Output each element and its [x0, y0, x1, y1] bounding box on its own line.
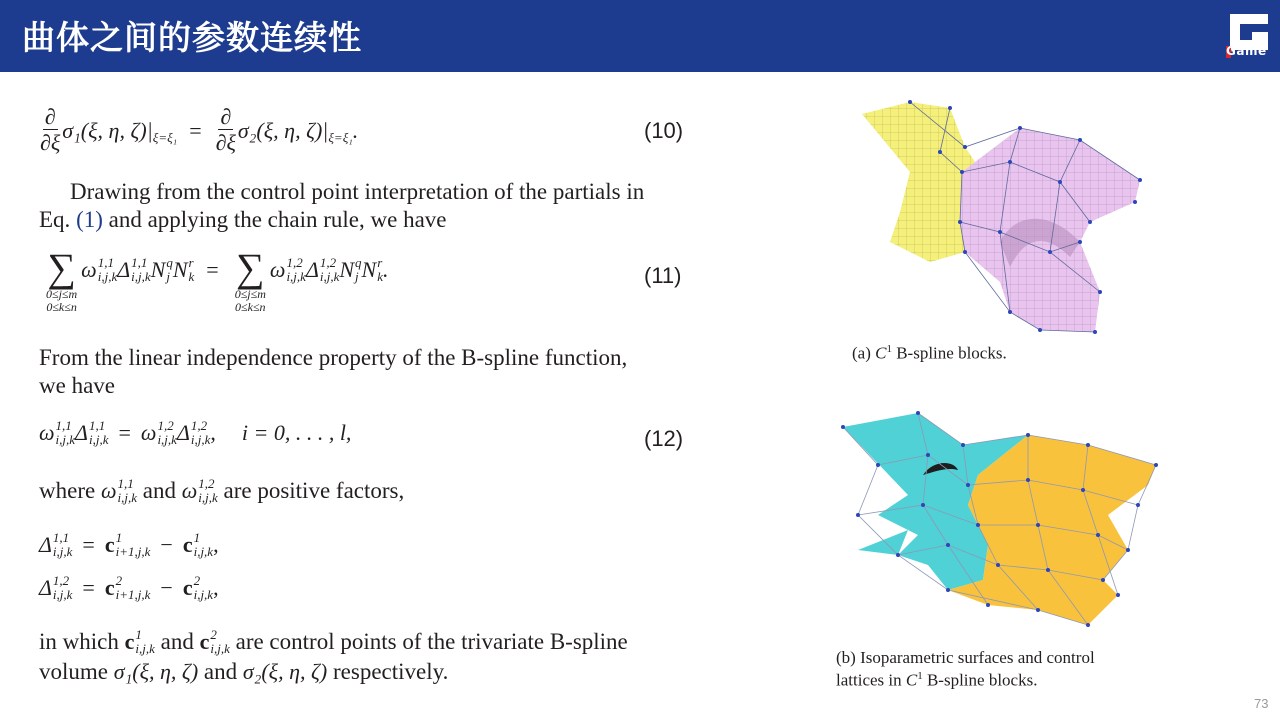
text-fragment: and [154, 628, 200, 654]
sub: i,j,k [319, 268, 340, 284]
text-fragment: 1 [917, 670, 923, 682]
delta-indices [320, 256, 340, 283]
text-fragment: C [875, 343, 887, 363]
omega-symbol: ω [39, 419, 55, 445]
sigma-symbol: ∑ [47, 245, 76, 290]
delta-indices [53, 574, 73, 601]
omega-indices [117, 477, 137, 504]
c-indices [210, 628, 230, 655]
sup: 2 [115, 573, 123, 588]
sup: 1,1 [131, 255, 148, 270]
c-indices [135, 628, 155, 655]
eq10-rhs: σ₂(ξ, η, ζ)| [237, 118, 329, 143]
sub: i,j,k [286, 268, 306, 284]
sub: i,j,k [193, 543, 214, 559]
text-fragment: (a) [852, 343, 876, 363]
sup: 2 [193, 573, 201, 588]
equation-number-10: (10) [644, 118, 684, 143]
nk-indices [189, 256, 195, 283]
sup: 1,2 [198, 476, 215, 491]
sum-limit-j: 0≤j≤m [234, 287, 266, 301]
sub: i,j,k [97, 268, 118, 284]
sub: j [355, 268, 359, 284]
figure-b-caption-line-1: (b) Isoparametric surfaces and control [836, 648, 1095, 667]
sup: 1,2 [157, 418, 174, 433]
omega-indices [198, 477, 218, 504]
partial-fraction-2 [216, 105, 236, 157]
page-number: 73 [1254, 696, 1269, 711]
c-indices [194, 531, 214, 558]
c-indices [116, 574, 151, 601]
sub: i,j,k [117, 489, 137, 505]
control-point-c: c [104, 574, 115, 600]
c-indices [116, 531, 151, 558]
eq11-period: . [383, 256, 389, 282]
equals-sign: = [189, 118, 202, 143]
text-fragment: volume [39, 659, 114, 684]
sub: i,j,k [52, 543, 73, 559]
sub: i,j,k [210, 640, 230, 656]
delta-symbol: Δ [176, 419, 190, 445]
sigma-symbol: ∑ [236, 245, 265, 290]
eq10-lhs: σ₁(ξ, η, ζ)| [62, 118, 153, 143]
sub: i,j,k [131, 268, 151, 284]
text-fragment: B-spline blocks. [922, 670, 1038, 690]
text-fragment: Eq. [39, 207, 77, 232]
equation-12: ω 1,1 i,j,k Δ 1,1 i,j,k = ω 1,2 i,j,k Δ 1,2 i,j,k , i = 0, . . . , l, [39, 418, 352, 447]
paragraph-2-line-1: From the linear independence property of the B-spline function, [39, 345, 628, 370]
basis-n: N [150, 256, 166, 282]
sup: 2 [210, 627, 217, 642]
omega-symbol: ω [81, 256, 97, 282]
text-fragment: and applying the chain rule, we have [102, 207, 447, 232]
sup: 1 [193, 530, 201, 545]
sub: k [377, 268, 384, 284]
omega-symbol: ω [269, 256, 286, 282]
sup: 1,1 [117, 476, 134, 491]
sup: 1,1 [55, 418, 72, 433]
equation-number-11: (11) [644, 263, 682, 288]
text-fragment: are control points of the trivariate B-spline [229, 628, 628, 654]
minus-sign: − [160, 531, 173, 557]
sub: i,j,k [190, 431, 211, 447]
sup: 1,1 [52, 530, 70, 545]
sub: i+1,j,k [115, 543, 151, 559]
sup: 1,2 [286, 255, 303, 270]
omega-indices [286, 256, 306, 283]
sigma-2-expression: σ₂(ξ, η, ζ) [242, 659, 328, 684]
fraction-numerator: ∂ [220, 104, 232, 130]
eq12-index-range: i = 0, . . . , l, [241, 419, 352, 445]
omega-symbol: ω [100, 477, 117, 503]
omega-symbol: ω [181, 477, 198, 503]
figure-a-bspline-blocks [850, 92, 1150, 342]
comma: , [213, 574, 219, 600]
sub: i,j,k [88, 431, 109, 447]
equals-sign: = [206, 256, 219, 282]
delta-symbol: Δ [39, 574, 52, 600]
sup: 1 [115, 530, 123, 545]
basis-n: N [361, 256, 377, 282]
sub: i+1,j,k [115, 586, 151, 602]
text-fragment: are positive factors, [217, 477, 405, 503]
control-point-c: c [182, 574, 193, 600]
sup: 1,1 [88, 418, 106, 433]
paragraph-3-line-2 [39, 659, 448, 685]
delta-equation-1 [39, 531, 219, 558]
sup: q [166, 255, 173, 270]
control-point-c: c [124, 628, 135, 654]
eq10-period: . [352, 118, 359, 143]
sum-limit-k: 0≤k≤n [235, 299, 266, 314]
equation-number-12: (12) [644, 426, 684, 451]
summation-left [46, 245, 78, 314]
delta-symbol: Δ [305, 256, 319, 282]
delta-indices [131, 256, 151, 283]
slide-title: 曲体之间的参数连续性 [22, 18, 362, 57]
delta-equation-2 [39, 574, 219, 601]
sub: i,j,k [198, 489, 218, 505]
equation-10 [38, 96, 358, 166]
paragraph-1-line-1: Drawing from the control point interpretation of the partials in [70, 179, 645, 204]
eq11-right-term [270, 256, 389, 283]
delta-indices [53, 531, 73, 558]
basis-n: N [339, 256, 355, 282]
eq10-rhs-sub: ξ=ξ₁ [328, 130, 353, 145]
slide-header [0, 0, 1280, 72]
omega-indices [98, 256, 118, 283]
control-point-c: c [104, 531, 115, 557]
sub: i,j,k [193, 586, 214, 602]
text-fragment: respectively. [327, 659, 449, 684]
delta-symbol: Δ [117, 256, 131, 282]
c-indices [194, 574, 214, 601]
fraction-denominator: ∂ξ [215, 130, 236, 156]
text-fragment: C [905, 670, 918, 690]
sub: i,j,k [157, 431, 177, 447]
sup: r [188, 255, 194, 270]
eq10-lhs-sub: ξ=ξ₁ [152, 130, 178, 145]
comma: , [213, 531, 219, 557]
text-fragment: 1 [886, 343, 892, 355]
equals-sign: = [82, 574, 95, 600]
partial-fraction [40, 105, 60, 157]
sub: k [188, 268, 195, 284]
text-fragment: B-spline blocks. [891, 343, 1007, 363]
sup: 1 [135, 627, 142, 642]
sup: 1,2 [319, 255, 337, 270]
sum-limit-j: 0≤j≤m [46, 287, 78, 301]
omega-indices [56, 419, 76, 446]
text-fragment: where [39, 477, 101, 503]
paragraph-2-line-2: we have [39, 373, 115, 398]
sup: 1,2 [190, 418, 208, 433]
sup: r [377, 255, 383, 270]
text-fragment: and [136, 477, 182, 503]
figure-a-caption [852, 343, 1007, 364]
equation-reference-link[interactable]: (1) [76, 207, 103, 232]
eq11-left-term [81, 256, 231, 283]
delta-indices [89, 419, 109, 446]
sup: 1,1 [97, 255, 114, 270]
equals-sign: = [82, 531, 95, 557]
figure-b-isoparametric-surfaces [838, 405, 1163, 645]
sum-limit-k: 0≤k≤n [46, 299, 77, 314]
equation-11 [42, 245, 389, 330]
summation-right [234, 245, 266, 314]
omega-symbol: ω [140, 419, 157, 445]
minus-sign: − [160, 574, 173, 600]
logo-text: Game [1226, 44, 1267, 58]
delta-symbol: Δ [75, 419, 88, 445]
omega-indices [157, 419, 177, 446]
paragraph-1-line-2 [39, 207, 447, 233]
sub: j [166, 268, 170, 284]
sigma-1-expression: σ₁(ξ, η, ζ) [113, 659, 199, 684]
text-fragment: and [198, 659, 243, 684]
where-line [39, 477, 404, 504]
sub: i,j,k [52, 586, 73, 602]
text-fragment: lattices in [836, 670, 906, 690]
fraction-numerator: ∂ [44, 104, 56, 130]
sub: i,j,k [135, 640, 155, 656]
figure-b-caption-line-2 [836, 670, 1037, 691]
equals-sign: = [118, 419, 131, 445]
basis-n: N [172, 256, 188, 282]
control-point-c: c [199, 628, 210, 654]
delta-symbol: Δ [39, 531, 52, 557]
paragraph-3-line-1 [39, 628, 628, 655]
sup: q [355, 255, 362, 270]
sup: 1,2 [52, 573, 70, 588]
fraction-denominator: ∂ξ [40, 130, 61, 156]
delta-indices [191, 419, 211, 446]
control-point-c: c [182, 531, 193, 557]
text-fragment: in which [39, 628, 125, 654]
sub: i,j,k [55, 431, 76, 447]
